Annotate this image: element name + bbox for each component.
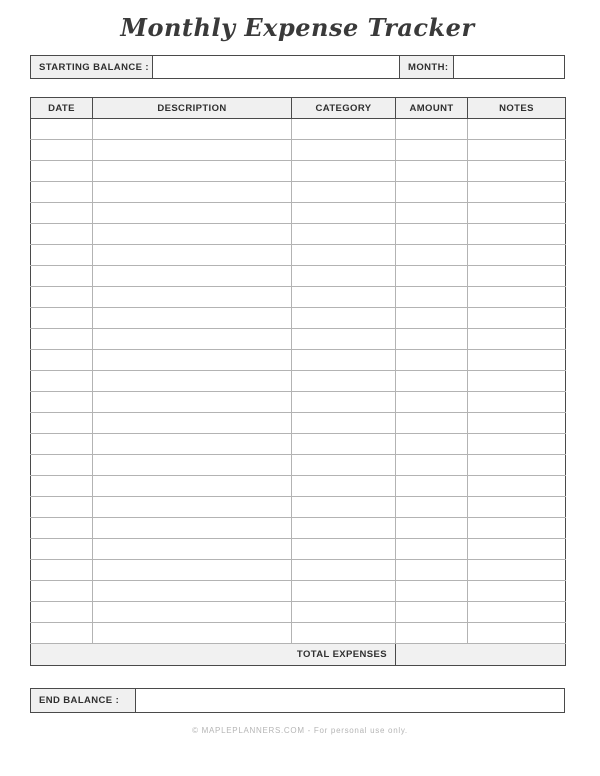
cell-amount[interactable] — [396, 308, 468, 329]
cell-amount[interactable] — [396, 350, 468, 371]
cell-description[interactable] — [93, 119, 292, 140]
table-row — [31, 518, 566, 539]
cell-notes[interactable] — [468, 182, 566, 203]
cell-date[interactable] — [31, 266, 93, 287]
cell-description[interactable] — [93, 476, 292, 497]
table-row — [31, 455, 566, 476]
cell-date[interactable] — [31, 476, 93, 497]
cell-description[interactable] — [93, 266, 292, 287]
cell-notes[interactable] — [468, 245, 566, 266]
cell-date[interactable] — [31, 455, 93, 476]
cell-date[interactable] — [31, 224, 93, 245]
table-row — [31, 581, 566, 602]
cell-amount[interactable] — [396, 224, 468, 245]
cell-category[interactable] — [292, 371, 396, 392]
cell-description[interactable] — [93, 203, 292, 224]
cell-amount[interactable] — [396, 203, 468, 224]
table-row — [31, 308, 566, 329]
table-row — [31, 371, 566, 392]
table-row — [31, 602, 566, 623]
cell-amount[interactable] — [396, 581, 468, 602]
cell-notes[interactable] — [468, 329, 566, 350]
cell-amount[interactable] — [396, 287, 468, 308]
cell-amount[interactable] — [396, 623, 468, 644]
cell-amount[interactable] — [396, 602, 468, 623]
cell-date[interactable] — [31, 308, 93, 329]
cell-notes[interactable] — [468, 161, 566, 182]
cell-notes[interactable] — [468, 413, 566, 434]
cell-description[interactable] — [93, 560, 292, 581]
table-row — [31, 497, 566, 518]
cell-category[interactable] — [292, 329, 396, 350]
starting-balance-input[interactable] — [152, 55, 400, 79]
cell-notes[interactable] — [468, 623, 566, 644]
total-expenses-input[interactable] — [396, 644, 566, 666]
cell-description[interactable] — [93, 140, 292, 161]
cell-description[interactable] — [93, 182, 292, 203]
cell-amount[interactable] — [396, 497, 468, 518]
cell-category[interactable] — [292, 539, 396, 560]
table-body — [31, 119, 566, 644]
cell-amount[interactable] — [396, 434, 468, 455]
cell-description[interactable] — [93, 497, 292, 518]
cell-date[interactable] — [31, 182, 93, 203]
content-area — [30, 13, 565, 713]
table-row — [31, 140, 566, 161]
cell-notes[interactable] — [468, 476, 566, 497]
cell-description[interactable] — [93, 623, 292, 644]
cell-date[interactable] — [31, 140, 93, 161]
cell-notes[interactable] — [468, 203, 566, 224]
cell-description[interactable] — [93, 308, 292, 329]
expense-table — [30, 97, 566, 666]
cell-description[interactable] — [93, 161, 292, 182]
cell-amount[interactable] — [396, 560, 468, 581]
starting-balance-label: STARTING BALANCE : — [30, 55, 153, 79]
cell-date[interactable] — [31, 329, 93, 350]
cell-description[interactable] — [93, 371, 292, 392]
cell-description[interactable] — [93, 518, 292, 539]
cell-category[interactable] — [292, 119, 396, 140]
cell-category[interactable] — [292, 224, 396, 245]
end-balance-label: END BALANCE : — [30, 688, 136, 713]
cell-category[interactable] — [292, 245, 396, 266]
cell-date[interactable] — [31, 161, 93, 182]
cell-category[interactable] — [292, 455, 396, 476]
cell-description[interactable] — [93, 224, 292, 245]
table-row — [31, 476, 566, 497]
cell-category[interactable] — [292, 392, 396, 413]
cell-date[interactable] — [31, 518, 93, 539]
cell-notes[interactable] — [468, 266, 566, 287]
cell-notes[interactable] — [468, 497, 566, 518]
cell-date[interactable] — [31, 245, 93, 266]
cell-date[interactable] — [31, 623, 93, 644]
cell-date[interactable] — [31, 119, 93, 140]
table-row — [31, 434, 566, 455]
cell-description[interactable] — [93, 413, 292, 434]
cell-notes[interactable] — [468, 518, 566, 539]
column-header-category: CATEGORY — [292, 98, 396, 119]
table-row — [31, 350, 566, 371]
cell-amount[interactable] — [396, 392, 468, 413]
cell-notes[interactable] — [468, 308, 566, 329]
table-row — [31, 413, 566, 434]
cell-amount[interactable] — [396, 413, 468, 434]
cell-date[interactable] — [31, 350, 93, 371]
starting-balance-row — [30, 55, 565, 79]
cell-amount[interactable] — [396, 329, 468, 350]
total-row — [31, 644, 566, 666]
cell-category[interactable] — [292, 266, 396, 287]
cell-notes[interactable] — [468, 434, 566, 455]
cell-date[interactable] — [31, 539, 93, 560]
cell-notes[interactable] — [468, 455, 566, 476]
cell-category[interactable] — [292, 140, 396, 161]
cell-date[interactable] — [31, 203, 93, 224]
column-header-amount: AMOUNT — [396, 98, 468, 119]
column-header-date: DATE — [31, 98, 93, 119]
cell-notes[interactable] — [468, 140, 566, 161]
cell-amount[interactable] — [396, 539, 468, 560]
end-balance-input[interactable] — [135, 688, 565, 713]
total-expenses-label: TOTAL EXPENSES — [31, 644, 396, 666]
cell-category[interactable] — [292, 581, 396, 602]
cell-category[interactable] — [292, 308, 396, 329]
cell-notes[interactable] — [468, 581, 566, 602]
cell-date[interactable] — [31, 602, 93, 623]
cell-description[interactable] — [93, 434, 292, 455]
cell-description[interactable] — [93, 350, 292, 371]
column-header-notes: NOTES — [468, 98, 566, 119]
cell-description[interactable] — [93, 602, 292, 623]
cell-amount[interactable] — [396, 245, 468, 266]
cell-notes[interactable] — [468, 392, 566, 413]
cell-date[interactable] — [31, 581, 93, 602]
table-row — [31, 245, 566, 266]
table-row — [31, 623, 566, 644]
month-label: MONTH: — [399, 55, 454, 79]
table-row — [31, 224, 566, 245]
cell-date[interactable] — [31, 371, 93, 392]
table-row — [31, 161, 566, 182]
column-header-description: DESCRIPTION — [93, 98, 292, 119]
cell-date[interactable] — [31, 392, 93, 413]
table-row — [31, 119, 566, 140]
table-row — [31, 203, 566, 224]
cell-description[interactable] — [93, 455, 292, 476]
cell-amount[interactable] — [396, 371, 468, 392]
footer-copyright: © MAPLEPLANNERS.COM - For personal use only. — [192, 726, 408, 735]
cell-category[interactable] — [292, 518, 396, 539]
cell-description[interactable] — [93, 392, 292, 413]
cell-date[interactable] — [31, 497, 93, 518]
cell-category[interactable] — [292, 434, 396, 455]
cell-notes[interactable] — [468, 539, 566, 560]
table-row — [31, 560, 566, 581]
month-input[interactable] — [453, 55, 565, 79]
table-row — [31, 266, 566, 287]
cell-description[interactable] — [93, 539, 292, 560]
cell-notes[interactable] — [468, 602, 566, 623]
cell-category[interactable] — [292, 413, 396, 434]
cell-amount[interactable] — [396, 140, 468, 161]
cell-amount[interactable] — [396, 119, 468, 140]
table-row — [31, 329, 566, 350]
header-row — [31, 98, 566, 119]
table-row — [31, 392, 566, 413]
cell-category[interactable] — [292, 623, 396, 644]
cell-notes[interactable] — [468, 224, 566, 245]
cell-description[interactable] — [93, 287, 292, 308]
table-row — [31, 539, 566, 560]
cell-category[interactable] — [292, 602, 396, 623]
cell-amount[interactable] — [396, 518, 468, 539]
cell-notes[interactable] — [468, 371, 566, 392]
cell-category[interactable] — [292, 161, 396, 182]
cell-notes[interactable] — [468, 287, 566, 308]
cell-notes[interactable] — [468, 560, 566, 581]
cell-category[interactable] — [292, 560, 396, 581]
table-row — [31, 287, 566, 308]
page-title: Monthly Expense Tracker — [120, 13, 475, 42]
cell-description[interactable] — [93, 245, 292, 266]
cell-date[interactable] — [31, 434, 93, 455]
cell-category[interactable] — [292, 203, 396, 224]
cell-category[interactable] — [292, 287, 396, 308]
cell-category[interactable] — [292, 497, 396, 518]
cell-amount[interactable] — [396, 476, 468, 497]
cell-amount[interactable] — [396, 455, 468, 476]
cell-notes[interactable] — [468, 119, 566, 140]
cell-description[interactable] — [93, 581, 292, 602]
cell-category[interactable] — [292, 476, 396, 497]
table-row — [31, 182, 566, 203]
cell-amount[interactable] — [396, 182, 468, 203]
cell-category[interactable] — [292, 350, 396, 371]
cell-amount[interactable] — [396, 161, 468, 182]
cell-date[interactable] — [31, 413, 93, 434]
cell-description[interactable] — [93, 329, 292, 350]
cell-date[interactable] — [31, 287, 93, 308]
cell-date[interactable] — [31, 560, 93, 581]
cell-notes[interactable] — [468, 350, 566, 371]
end-balance-row — [30, 688, 565, 713]
cell-amount[interactable] — [396, 266, 468, 287]
cell-category[interactable] — [292, 182, 396, 203]
